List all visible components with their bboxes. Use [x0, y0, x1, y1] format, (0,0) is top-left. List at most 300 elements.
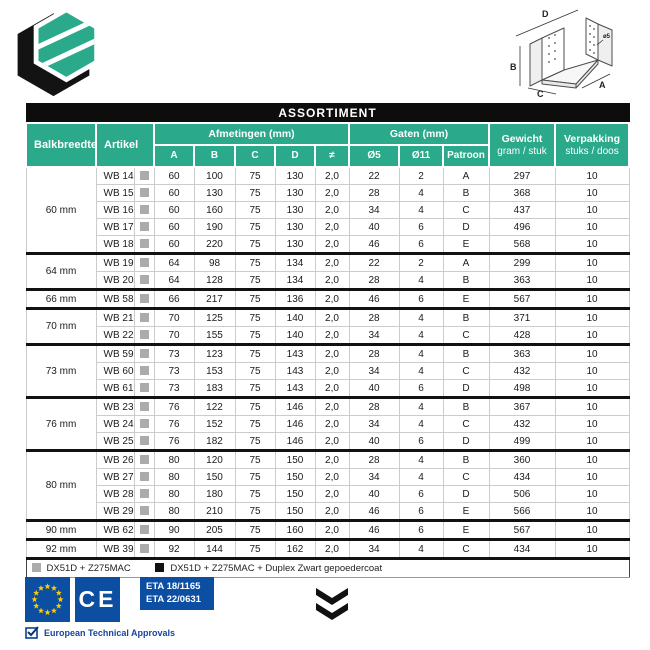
- value-cell: 2,0: [315, 327, 349, 345]
- value-cell: 130: [275, 219, 315, 236]
- black-swatch-icon: [155, 563, 164, 572]
- value-cell: 2,0: [315, 167, 349, 185]
- value-cell: 297: [489, 167, 555, 185]
- col-header-b: B: [194, 145, 235, 167]
- table-row: [26, 521, 629, 540]
- value-cell: 146: [275, 433, 315, 451]
- value-cell: 10: [555, 327, 629, 345]
- value-cell: 123: [194, 345, 235, 363]
- value-cell: B: [443, 451, 489, 469]
- value-cell: 6: [399, 503, 443, 521]
- artikel-cell: WB 21: [96, 309, 134, 327]
- value-cell: 34: [349, 416, 399, 433]
- value-cell: 567: [489, 290, 555, 309]
- gray-swatch-icon: [140, 205, 149, 214]
- value-cell: 567: [489, 521, 555, 540]
- value-cell: 4: [399, 416, 443, 433]
- value-cell: 10: [555, 469, 629, 486]
- value-cell: 70: [154, 327, 194, 345]
- value-cell: 10: [555, 398, 629, 416]
- dim-label-diameter: ø5: [603, 34, 611, 40]
- value-cell: 2,0: [315, 185, 349, 202]
- double-chevron-down-icon: [315, 588, 349, 620]
- value-cell: 2,0: [315, 433, 349, 451]
- col-group-gaten: Gaten (mm): [349, 123, 489, 145]
- dim-label-d: D: [542, 9, 549, 19]
- value-cell: C: [443, 469, 489, 486]
- right-wing: [598, 24, 612, 66]
- value-cell: 182: [194, 433, 235, 451]
- artikel-cell: WB 39: [96, 540, 134, 559]
- value-cell: 143: [275, 380, 315, 398]
- coating-swatch-cell: [134, 185, 154, 202]
- eu-flag-icon: [25, 577, 70, 622]
- value-cell: 4: [399, 202, 443, 219]
- gray-swatch-icon: [140, 349, 149, 358]
- balkbreedte-cell: 60 mm: [26, 167, 96, 254]
- dim-label-a: A: [599, 80, 606, 90]
- value-cell: 80: [154, 451, 194, 469]
- col-header-patroon: Patroon: [443, 145, 489, 167]
- value-cell: D: [443, 380, 489, 398]
- value-cell: 150: [275, 486, 315, 503]
- value-cell: 75: [235, 380, 275, 398]
- value-cell: 2: [399, 167, 443, 185]
- value-cell: 2: [399, 254, 443, 272]
- coating-swatch-cell: [134, 236, 154, 254]
- value-cell: 2,0: [315, 363, 349, 380]
- dim-label-b: B: [510, 62, 517, 72]
- value-cell: 190: [194, 219, 235, 236]
- value-cell: 299: [489, 254, 555, 272]
- gewicht-title: Gewicht: [501, 132, 543, 145]
- value-cell: 60: [154, 185, 194, 202]
- table-row: [26, 345, 629, 363]
- table-row: [26, 398, 629, 416]
- value-cell: 75: [235, 290, 275, 309]
- value-cell: 90: [154, 521, 194, 540]
- coating-swatch-cell: [134, 290, 154, 309]
- value-cell: 160: [194, 202, 235, 219]
- value-cell: 76: [154, 416, 194, 433]
- value-cell: 2,0: [315, 236, 349, 254]
- value-cell: 434: [489, 540, 555, 559]
- value-cell: 75: [235, 540, 275, 559]
- value-cell: 75: [235, 469, 275, 486]
- value-cell: C: [443, 416, 489, 433]
- value-cell: 10: [555, 540, 629, 559]
- gray-swatch-icon: [140, 239, 149, 248]
- value-cell: 75: [235, 451, 275, 469]
- artikel-cell: WB 23: [96, 398, 134, 416]
- value-cell: 4: [399, 469, 443, 486]
- gray-swatch-icon: [140, 188, 149, 197]
- col-header-gewicht: [489, 123, 555, 167]
- gray-swatch-icon: [140, 313, 149, 322]
- value-cell: 10: [555, 486, 629, 503]
- value-cell: E: [443, 290, 489, 309]
- artikel-cell: WB 19: [96, 254, 134, 272]
- right-plate: [586, 18, 598, 60]
- value-cell: 160: [275, 521, 315, 540]
- value-cell: 6: [399, 290, 443, 309]
- value-cell: 40: [349, 380, 399, 398]
- value-cell: 2,0: [315, 219, 349, 236]
- value-cell: 10: [555, 272, 629, 290]
- value-cell: 73: [154, 363, 194, 380]
- table-row: [26, 309, 629, 327]
- value-cell: 10: [555, 254, 629, 272]
- value-cell: 60: [154, 236, 194, 254]
- balkbreedte-cell: 92 mm: [26, 540, 96, 559]
- value-cell: 140: [275, 309, 315, 327]
- value-cell: 122: [194, 398, 235, 416]
- value-cell: 143: [275, 345, 315, 363]
- value-cell: 75: [235, 167, 275, 185]
- value-cell: 134: [275, 272, 315, 290]
- value-cell: E: [443, 521, 489, 540]
- value-cell: 2,0: [315, 345, 349, 363]
- value-cell: 4: [399, 451, 443, 469]
- value-cell: 34: [349, 327, 399, 345]
- col-header-verpakking: [555, 123, 629, 167]
- value-cell: C: [443, 363, 489, 380]
- table-row: [26, 327, 629, 345]
- value-cell: 60: [154, 219, 194, 236]
- value-cell: 28: [349, 309, 399, 327]
- coating-swatch-cell: [134, 540, 154, 559]
- table-row: [26, 469, 629, 486]
- col-header-d: D: [275, 145, 315, 167]
- value-cell: 28: [349, 272, 399, 290]
- value-cell: 4: [399, 185, 443, 202]
- gray-swatch-icon: [140, 455, 149, 464]
- table-row: [26, 272, 629, 290]
- value-cell: 98: [194, 254, 235, 272]
- value-cell: 80: [154, 469, 194, 486]
- artikel-cell: WB 27: [96, 469, 134, 486]
- value-cell: 146: [275, 416, 315, 433]
- table-row: [26, 185, 629, 202]
- value-cell: E: [443, 503, 489, 521]
- value-cell: 2,0: [315, 254, 349, 272]
- value-cell: 80: [154, 503, 194, 521]
- col-header-balkbreedte: Balkbreedte: [26, 123, 96, 167]
- value-cell: 46: [349, 503, 399, 521]
- table-row: [26, 167, 629, 185]
- value-cell: 10: [555, 202, 629, 219]
- value-cell: 46: [349, 521, 399, 540]
- value-cell: B: [443, 345, 489, 363]
- value-cell: 130: [275, 202, 315, 219]
- col-header-thickness: ≠: [315, 145, 349, 167]
- table-row: [26, 254, 629, 272]
- dim-label-c: C: [537, 89, 544, 98]
- value-cell: 2,0: [315, 451, 349, 469]
- balkbreedte-cell: 66 mm: [26, 290, 96, 309]
- value-cell: 130: [194, 185, 235, 202]
- value-cell: 162: [275, 540, 315, 559]
- value-cell: 75: [235, 521, 275, 540]
- table-row: [26, 380, 629, 398]
- artikel-cell: WB 61: [96, 380, 134, 398]
- assortment-table-body: [26, 167, 629, 559]
- coating-swatch-cell: [134, 309, 154, 327]
- value-cell: A: [443, 254, 489, 272]
- artikel-cell: WB 16: [96, 202, 134, 219]
- value-cell: 46: [349, 236, 399, 254]
- value-cell: D: [443, 486, 489, 503]
- value-cell: 2,0: [315, 290, 349, 309]
- value-cell: 2,0: [315, 309, 349, 327]
- value-cell: 2,0: [315, 416, 349, 433]
- gray-swatch-icon: [140, 383, 149, 392]
- value-cell: 28: [349, 185, 399, 202]
- value-cell: 183: [194, 380, 235, 398]
- value-cell: 152: [194, 416, 235, 433]
- table-title: ASSORTIMENT: [26, 104, 629, 124]
- coating-swatch-cell: [134, 254, 154, 272]
- value-cell: 22: [349, 254, 399, 272]
- table-row: [26, 540, 629, 559]
- value-cell: 371: [489, 309, 555, 327]
- gray-swatch-icon: [140, 294, 149, 303]
- approvals-note: [25, 626, 175, 639]
- value-cell: 60: [154, 167, 194, 185]
- value-cell: 28: [349, 398, 399, 416]
- gray-swatch-icon: [140, 366, 149, 375]
- value-cell: 34: [349, 469, 399, 486]
- value-cell: B: [443, 398, 489, 416]
- value-cell: 130: [275, 185, 315, 202]
- coating-swatch-cell: [134, 380, 154, 398]
- gray-swatch-icon: [140, 436, 149, 445]
- coating-swatch-cell: [134, 503, 154, 521]
- value-cell: 432: [489, 363, 555, 380]
- value-cell: 499: [489, 433, 555, 451]
- checkbox-check-icon: [25, 626, 40, 639]
- value-cell: 92: [154, 540, 194, 559]
- value-cell: 2,0: [315, 380, 349, 398]
- value-cell: 75: [235, 236, 275, 254]
- value-cell: 155: [194, 327, 235, 345]
- value-cell: 75: [235, 398, 275, 416]
- value-cell: 10: [555, 380, 629, 398]
- value-cell: 10: [555, 290, 629, 309]
- table-row: [26, 503, 629, 521]
- legend-item: [155, 563, 382, 574]
- value-cell: 140: [275, 327, 315, 345]
- value-cell: 498: [489, 380, 555, 398]
- value-cell: 34: [349, 202, 399, 219]
- value-cell: 10: [555, 451, 629, 469]
- balkbreedte-cell: 80 mm: [26, 451, 96, 521]
- value-cell: 153: [194, 363, 235, 380]
- value-cell: 205: [194, 521, 235, 540]
- artikel-cell: WB 24: [96, 416, 134, 433]
- value-cell: 4: [399, 540, 443, 559]
- gray-swatch-icon: [140, 472, 149, 481]
- balkbreedte-cell: 73 mm: [26, 345, 96, 398]
- value-cell: 4: [399, 398, 443, 416]
- value-cell: 437: [489, 202, 555, 219]
- gray-swatch-icon: [140, 489, 149, 498]
- value-cell: 568: [489, 236, 555, 254]
- table-row: [26, 363, 629, 380]
- value-cell: 34: [349, 363, 399, 380]
- coating-swatch-cell: [134, 433, 154, 451]
- value-cell: 130: [275, 167, 315, 185]
- balkbreedte-cell: 76 mm: [26, 398, 96, 451]
- value-cell: 120: [194, 451, 235, 469]
- value-cell: 2,0: [315, 469, 349, 486]
- coating-swatch-cell: [134, 469, 154, 486]
- artikel-cell: WB 58: [96, 290, 134, 309]
- value-cell: 80: [154, 486, 194, 503]
- coating-swatch-cell: [134, 416, 154, 433]
- coating-swatch-cell: [134, 327, 154, 345]
- value-cell: 2,0: [315, 202, 349, 219]
- value-cell: 10: [555, 345, 629, 363]
- artikel-cell: WB 14: [96, 167, 134, 185]
- value-cell: 2,0: [315, 272, 349, 290]
- value-cell: 75: [235, 202, 275, 219]
- legend-label: DX51D + Z275MAC + Duplex Zwart gepoedercoat: [170, 563, 383, 574]
- value-cell: 363: [489, 345, 555, 363]
- value-cell: C: [443, 540, 489, 559]
- assortment-table: [25, 103, 628, 578]
- value-cell: 22: [349, 167, 399, 185]
- value-cell: 10: [555, 236, 629, 254]
- value-cell: 2,0: [315, 503, 349, 521]
- value-cell: 428: [489, 327, 555, 345]
- value-cell: 6: [399, 380, 443, 398]
- value-cell: 40: [349, 486, 399, 503]
- artikel-cell: WB 22: [96, 327, 134, 345]
- joist-hanger-diagram: [502, 2, 644, 98]
- verpakking-title: Verpakking: [563, 132, 621, 145]
- gray-swatch-icon: [140, 525, 149, 534]
- value-cell: 75: [235, 327, 275, 345]
- value-cell: 34: [349, 540, 399, 559]
- table-row: [26, 290, 629, 309]
- value-cell: 150: [275, 469, 315, 486]
- value-cell: 73: [154, 380, 194, 398]
- artikel-cell: WB 62: [96, 521, 134, 540]
- value-cell: 75: [235, 219, 275, 236]
- coating-swatch-cell: [134, 486, 154, 503]
- eta-line-1: ETA 18/1165: [146, 580, 201, 592]
- coating-swatch-cell: [134, 521, 154, 540]
- gray-swatch-icon: [140, 258, 149, 267]
- value-cell: 60: [154, 202, 194, 219]
- table-row: [26, 236, 629, 254]
- value-cell: 75: [235, 185, 275, 202]
- value-cell: 75: [235, 309, 275, 327]
- value-cell: 10: [555, 185, 629, 202]
- gray-swatch-icon: [140, 330, 149, 339]
- gray-swatch-icon: [140, 171, 149, 180]
- value-cell: D: [443, 433, 489, 451]
- value-cell: 10: [555, 416, 629, 433]
- col-header-c: C: [235, 145, 275, 167]
- value-cell: 6: [399, 219, 443, 236]
- coating-swatch-cell: [134, 167, 154, 185]
- value-cell: 100: [194, 167, 235, 185]
- value-cell: A: [443, 167, 489, 185]
- table-row: [26, 219, 629, 236]
- value-cell: 40: [349, 433, 399, 451]
- table-row: [26, 451, 629, 469]
- value-cell: 4: [399, 345, 443, 363]
- value-cell: 10: [555, 167, 629, 185]
- value-cell: 6: [399, 433, 443, 451]
- col-header-artikel: Artikel: [96, 123, 154, 167]
- coating-swatch-cell: [134, 398, 154, 416]
- value-cell: C: [443, 327, 489, 345]
- value-cell: 4: [399, 363, 443, 380]
- value-cell: D: [443, 219, 489, 236]
- value-cell: 2,0: [315, 540, 349, 559]
- artikel-cell: WB 20: [96, 272, 134, 290]
- value-cell: B: [443, 185, 489, 202]
- value-cell: 150: [194, 469, 235, 486]
- col-header-a: A: [154, 145, 194, 167]
- value-cell: 134: [275, 254, 315, 272]
- gray-swatch-icon: [140, 419, 149, 428]
- value-cell: 75: [235, 363, 275, 380]
- value-cell: 146: [275, 398, 315, 416]
- gewicht-subtitle: gram / stuk: [497, 145, 547, 157]
- gray-swatch-icon: [32, 563, 41, 572]
- value-cell: 66: [154, 290, 194, 309]
- value-cell: 363: [489, 272, 555, 290]
- value-cell: 46: [349, 290, 399, 309]
- value-cell: 75: [235, 272, 275, 290]
- value-cell: 6: [399, 486, 443, 503]
- legend-item: [32, 563, 131, 574]
- ce-mark-badge: CE: [75, 577, 120, 622]
- value-cell: 180: [194, 486, 235, 503]
- table-row: [26, 416, 629, 433]
- eta-approvals-badge: [140, 577, 214, 610]
- coating-swatch-cell: [134, 272, 154, 290]
- balkbreedte-cell: 90 mm: [26, 521, 96, 540]
- value-cell: 2,0: [315, 486, 349, 503]
- artikel-cell: WB 17: [96, 219, 134, 236]
- value-cell: 75: [235, 486, 275, 503]
- value-cell: 6: [399, 236, 443, 254]
- value-cell: 150: [275, 503, 315, 521]
- coating-swatch-cell: [134, 202, 154, 219]
- approvals-label: European Technical Approvals: [44, 627, 176, 638]
- artikel-cell: WB 28: [96, 486, 134, 503]
- artikel-cell: WB 59: [96, 345, 134, 363]
- value-cell: B: [443, 309, 489, 327]
- artikel-cell: WB 18: [96, 236, 134, 254]
- value-cell: 10: [555, 309, 629, 327]
- value-cell: B: [443, 272, 489, 290]
- gray-swatch-icon: [140, 506, 149, 515]
- artikel-cell: WB 25: [96, 433, 134, 451]
- value-cell: 4: [399, 327, 443, 345]
- value-cell: 496: [489, 219, 555, 236]
- coating-swatch-cell: [134, 363, 154, 380]
- value-cell: 64: [154, 272, 194, 290]
- verpakking-subtitle: stuks / doos: [565, 145, 619, 157]
- value-cell: 143: [275, 363, 315, 380]
- value-cell: 128: [194, 272, 235, 290]
